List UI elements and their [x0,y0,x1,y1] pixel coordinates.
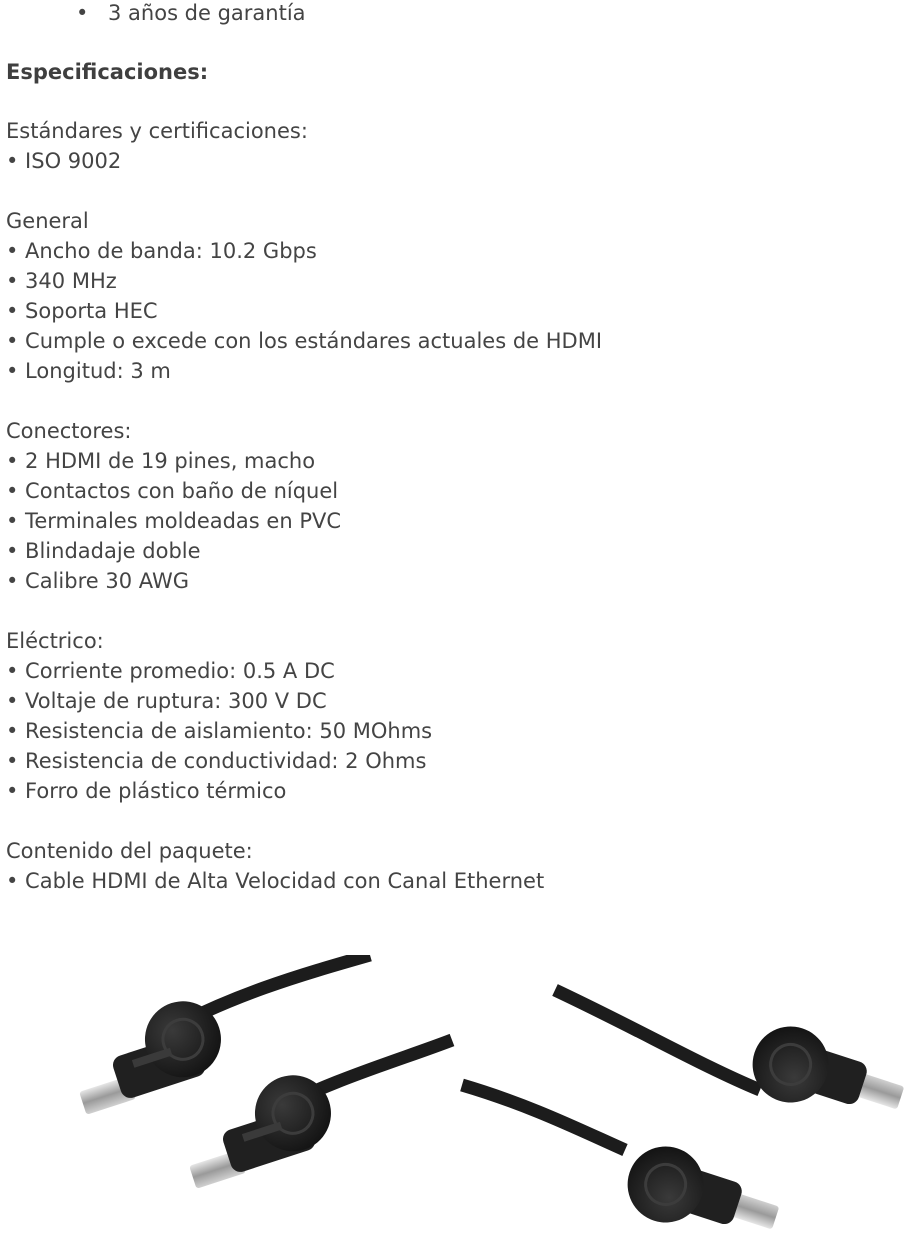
section-package [6,836,544,896]
list-item: • Resistencia de conductividad: 2 Ohms [6,749,427,773]
hdmi-plug [172,1065,342,1188]
hdmi-plug [618,1137,787,1238]
list-item: • Soporta HEC [6,299,158,323]
list-item: • 340 MHz [6,269,117,293]
product-photos [0,955,912,1238]
section-connectors [6,416,341,596]
hdmi-plug [62,991,232,1114]
cable-wire [462,1085,625,1150]
list-item: • Longitud: 3 m [6,359,171,383]
hdmi-cable-photo-left [62,955,452,1189]
section-title: Conectores: [6,419,132,443]
section-standards [6,116,308,176]
warranty-bullet [76,0,306,28]
list-item: • 2 HDMI de 19 pines, macho [6,449,316,473]
warranty-text: 3 años de garantía [108,1,306,25]
list-item: • Blindadaje doble [6,539,201,563]
list-item: • Forro de plástico térmico [6,779,287,803]
cable-wire [555,990,760,1090]
list-item: • Voltaje de ruptura: 300 V DC [6,689,327,713]
list-item: • Calibre 30 AWG [6,569,190,593]
list-item: • Contactos con baño de níquel [6,479,339,503]
list-item: • Corriente promedio: 0.5 A DC [6,659,335,683]
section-general [6,206,602,386]
section-title: Eléctrico: [6,629,104,653]
hdmi-plug [743,1017,912,1137]
section-title: Estándares y certificaciones: [6,119,308,143]
section-title: General [6,209,89,233]
list-item: • Resistencia de aislamiento: 50 MOhms [6,719,433,743]
list-item: • Cable HDMI de Alta Velocidad con Canal Ethernet [6,869,545,893]
hdmi-cable-photo-right [462,990,912,1238]
specs-heading: Especificaciones: [6,60,209,84]
list-item: • Cumple o excede con los estándares actuales de HDMI [6,329,603,353]
section-electrical [6,626,432,806]
bullet-dot: • [76,1,89,25]
list-item: • Terminales moldeadas en PVC [6,509,342,533]
list-item: • Ancho de banda: 10.2 Gbps [6,239,317,263]
list-item: • ISO 9002 [6,149,122,173]
section-title: Contenido del paquete: [6,839,253,863]
